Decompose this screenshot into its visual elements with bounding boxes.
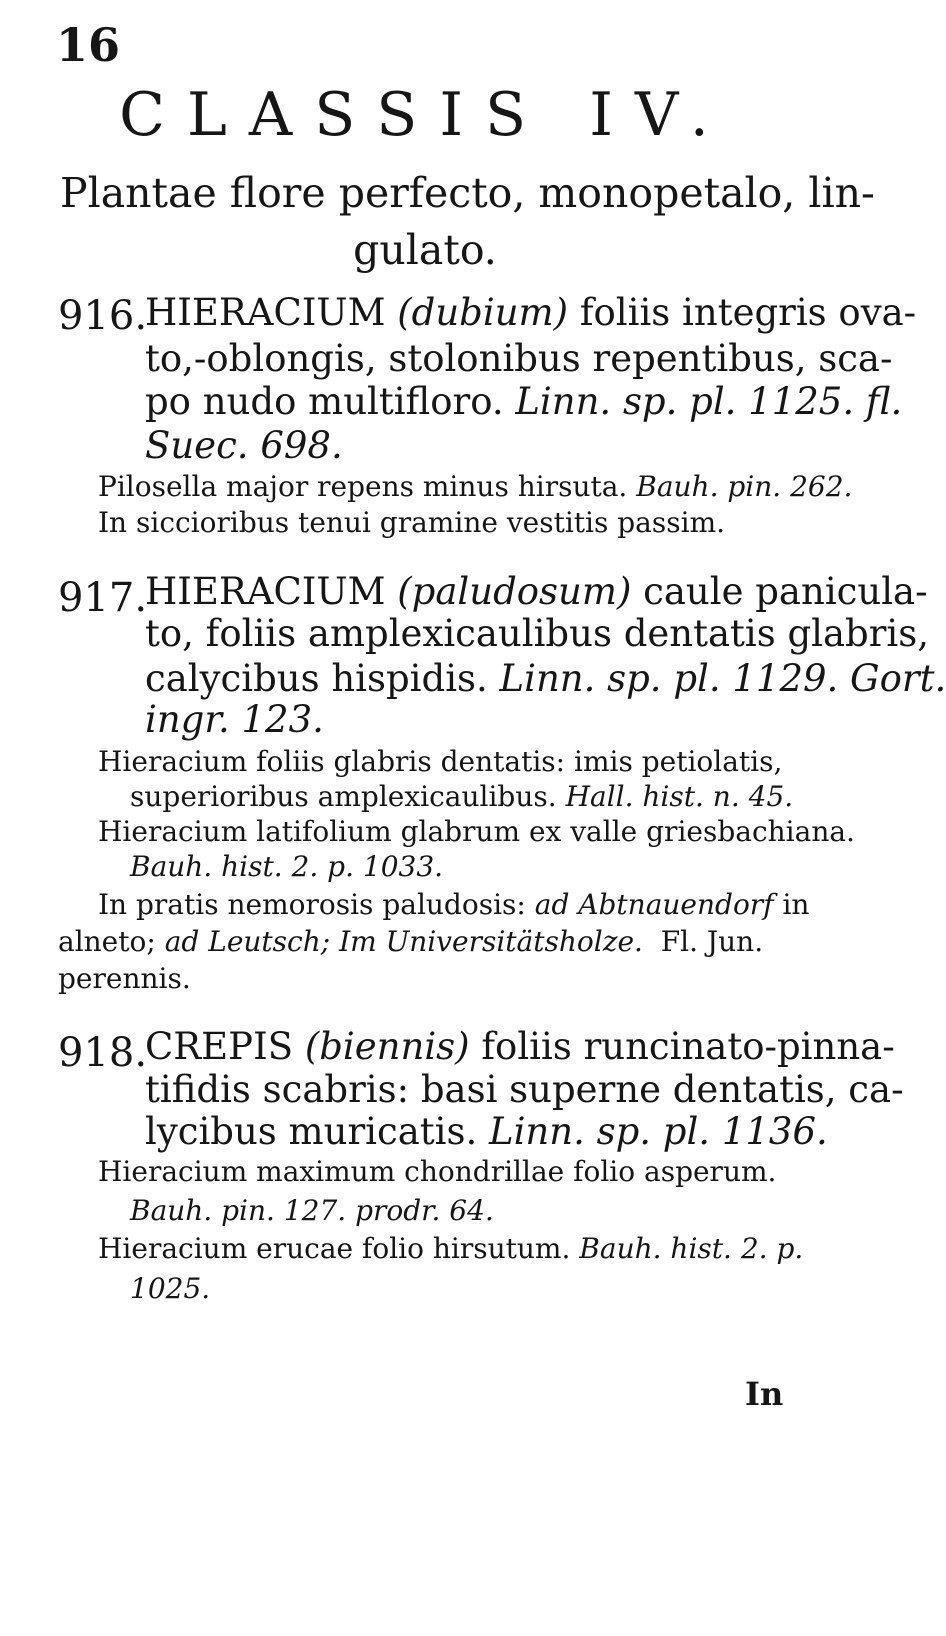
reference: Linn. sp. pl. 1125. fl. [515,380,903,423]
entry-line-1 [145,570,928,613]
species-name: (paludosum) [397,570,632,613]
genus-name: HIERACIUM [145,291,386,334]
catchword: In [745,1375,784,1413]
reference: Linn. sp. pl. 1136. [489,1110,828,1153]
description: foliis integris ova- [579,291,917,334]
habitat-place: ad Abtnauendorf [534,888,774,921]
habitat-text: alneto; [58,925,156,958]
synonym-ref: Bauh. hist. 2. p. 1033. [130,850,444,883]
synonym-line [98,470,852,503]
synonym-line [130,780,793,813]
entry-line-2: to,-oblongis, stolonibus repentibus, sca- [145,337,893,380]
synonym-text: Hieracium erucae folio hirsutum. [98,1232,571,1265]
subtitle-line-2: gulato. [353,226,497,274]
entry-line-2: to, foliis amplexicaulibus dentatis glabris, [145,612,930,655]
habitat-text: in [782,888,810,921]
synonym-line: Hieracium foliis glabris dentatis: imis petiolatis, [98,745,783,778]
species-name: (biennis) [304,1025,470,1068]
class-subtitle [60,165,875,279]
entry-number: 917. [58,575,148,621]
habitat-line: perennis. [58,962,191,995]
synonym-ref: 1025. [130,1272,211,1305]
genus-name: CREPIS [145,1025,294,1068]
synonym-ref: Hall. hist. n. 45. [565,780,794,813]
entry-line-1 [145,291,916,334]
entry-line-2: tifidis scabris: basi superne dentatis, ca- [145,1068,904,1111]
page-number: 16 [56,18,121,72]
habitat-line [58,925,763,958]
synonym-line [98,1232,803,1265]
flowering-time: Fl. Jun. [660,925,764,958]
entry-number: 918. [58,1030,148,1076]
entry-line-3 [145,380,902,423]
synonym-text: superioribus amplexicaulibus. [130,780,557,813]
subtitle-line-1: Plantae flore perfecto, monopetalo, lin- [60,169,875,217]
synonym-line: Hieracium latifolium glabrum ex valle griesbachiana. [98,815,855,848]
description: foliis runcinato-pinna- [481,1025,895,1068]
synonym-text: Pilosella major repens minus hirsuta. [98,470,628,503]
habitat-line [98,888,809,921]
description: caule panicula- [643,570,928,613]
species-name: (dubium) [397,291,569,334]
classis-title: CLASSIS IV. [119,80,731,150]
reference: Linn. sp. pl. 1129. Gort. [499,657,946,700]
entry-number: 916. [58,293,148,339]
habitat-text: In pratis nemorosis paludosis: [98,888,526,921]
habitat-place: ad Leutsch; Im Universitätsholze. [164,925,643,958]
synonym-ref: Bauh. pin. 127. prodr. 64. [130,1194,494,1227]
genus-name: HIERACIUM [145,570,386,613]
habitat-line: In siccioribus tenui gramine vestitis passim. [98,506,726,539]
entry-line-1 [145,1025,895,1068]
synonym-ref: Bauh. hist. 2. p. [579,1232,804,1265]
entry-line-3 [145,657,946,700]
synonym-ref: Bauh. pin. 262. [636,470,853,503]
description: po nudo multifloro. [145,380,504,423]
entry-line-3 [145,1110,828,1153]
synonym-line: Hieracium maximum chondrillae folio asperum. [98,1155,777,1188]
entry-line-4: Suec. 698. [145,424,343,467]
entry-line-4: ingr. 123. [145,698,324,741]
description: calycibus hispidis. [145,657,488,700]
description: lycibus muricatis. [145,1110,478,1153]
